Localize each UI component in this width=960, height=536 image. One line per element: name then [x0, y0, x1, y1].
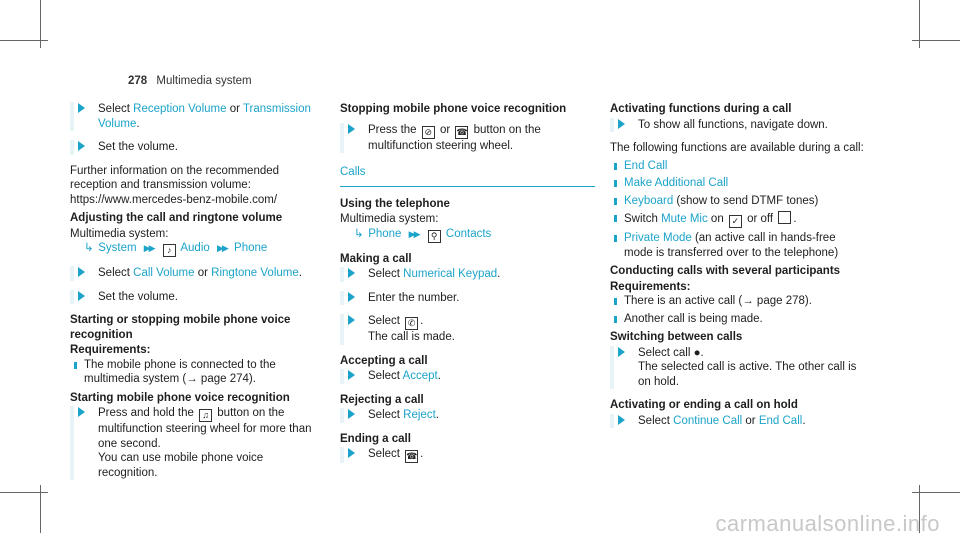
- menu-continue-call[interactable]: Continue Call: [673, 414, 743, 427]
- heading-voice-recognition: Starting or stopping mobile phone voice recognition: [70, 314, 291, 341]
- step-arrow-icon: [78, 267, 85, 277]
- end-call-button-icon: ☎: [456, 126, 468, 137]
- instruction-step: Enter the number.: [340, 291, 595, 306]
- instruction-step: Press and hold the ♫ button on the multifunction steering wheel for more than one second. You can use mobile phone voice recognition.: [70, 406, 325, 480]
- menu-path: [70, 241, 325, 257]
- step-bar: [610, 414, 614, 429]
- paragraph: Further information on the recommended reception and transmission volume: https://www.mercedes-benz-mobile.com/: [70, 164, 280, 206]
- requirements-list: [70, 358, 325, 387]
- heading-making-call: Making a call: [340, 252, 412, 265]
- step-arrow-icon: [348, 315, 355, 325]
- checkbox-unchecked-icon: [778, 211, 791, 224]
- path-audio[interactable]: Audio: [180, 242, 210, 254]
- heading-several-participants: Conducting calls with several participants: [610, 265, 841, 277]
- step-bar: [70, 266, 74, 281]
- menu-make-additional-call[interactable]: Make Additional Call: [624, 177, 729, 189]
- menu-private-mode[interactable]: Private Mode: [624, 232, 692, 244]
- instruction-step: Select ☎ .: [340, 447, 595, 463]
- path-phone[interactable]: Phone: [368, 227, 402, 240]
- instruction-step: Select call ●. The selected call is active. The other call is on hold.: [610, 346, 865, 390]
- path-system[interactable]: System: [98, 242, 137, 254]
- crop-mark: [0, 492, 48, 493]
- step-arrow-icon: [78, 103, 85, 113]
- instruction-step: Select Numerical Keypad.: [340, 267, 595, 282]
- step-bar: [610, 118, 614, 133]
- hang-up-icon[interactable]: ☎: [406, 451, 418, 461]
- checkbox-checked-icon: ✓: [729, 215, 742, 228]
- step-arrow-icon: [348, 124, 355, 134]
- list-item: There is an active call (→ page 278).: [610, 294, 865, 309]
- requirements-label: Requirements:: [610, 280, 691, 293]
- requirements-label: Requirements:: [70, 344, 151, 356]
- list-item: Another call is being made.: [610, 312, 865, 327]
- section-calls: Calls: [340, 165, 595, 187]
- return-arrow-icon: ↳: [354, 227, 364, 240]
- mute-button-icon: ⊘: [422, 126, 435, 139]
- voice-button-icon: ♫: [199, 409, 212, 422]
- paragraph: The following functions are available during a call:: [610, 142, 864, 154]
- step-arrow-icon: [618, 347, 625, 357]
- instruction-step: Select Accept.: [340, 369, 595, 384]
- instruction-step: To show all functions, navigate down.: [610, 118, 865, 133]
- step-bar: [340, 267, 344, 282]
- crop-mark: [912, 492, 960, 493]
- column-2: [340, 102, 595, 472]
- search-icon: ⚲: [428, 230, 441, 243]
- step-bar: [70, 140, 74, 155]
- instruction-step: Select ✆ . The call is made.: [340, 314, 595, 345]
- step-bar: [340, 408, 344, 423]
- instruction-step: Select Reception Volume or Transmission Volume.: [70, 102, 325, 131]
- heading-functions-during-call: Activating functions during a call: [610, 103, 792, 115]
- heading-using-telephone: Using the telephone: [340, 197, 450, 210]
- list-item: Private Mode (an active call in hands-free mode is transferred over to the telephone): [610, 231, 865, 260]
- chevron-right-icon: ▶▶: [408, 228, 419, 239]
- column-3: [610, 102, 865, 437]
- heading-adjust-volume: Adjusting the call and ringtone volume: [70, 212, 283, 224]
- step-arrow-icon: [618, 119, 625, 129]
- menu-transmission-volume[interactable]: Transmission Volume: [98, 103, 311, 130]
- instruction-step: Select Call Volume or Ringtone Volume.: [70, 266, 325, 281]
- list-item: [610, 176, 865, 191]
- step-bar: [340, 314, 344, 345]
- multimedia-system-label: Multimedia system:: [340, 213, 439, 225]
- path-contacts[interactable]: Contacts: [445, 227, 492, 240]
- step-arrow-icon: [348, 292, 355, 302]
- instruction-step: Press the ⊘ or ☎ button on the multifunction steering wheel.: [340, 123, 595, 154]
- step-arrow-icon: [348, 268, 355, 278]
- step-arrow-icon: [78, 291, 85, 301]
- multimedia-system-label: Multimedia system:: [70, 227, 169, 240]
- page-title: Multimedia system: [156, 75, 252, 87]
- list-item: [610, 159, 865, 174]
- heading-accepting-call: Accepting a call: [340, 354, 428, 367]
- step-bar: [340, 447, 344, 463]
- list-item: The mobile phone is connected to the multimedia system (→ page 274).: [70, 358, 325, 387]
- step-bar: [70, 102, 74, 131]
- instruction-step: Select Reject.: [340, 408, 595, 423]
- menu-end-call[interactable]: End Call: [624, 159, 668, 172]
- instruction-step: Set the volume.: [70, 140, 325, 155]
- step-arrow-icon: [348, 448, 355, 458]
- audio-icon: ♪: [163, 244, 176, 257]
- step-bar: [340, 123, 344, 154]
- return-arrow-icon: ↳: [84, 242, 94, 254]
- watermark: carmanualsonline.info: [715, 510, 940, 536]
- menu-ringtone-volume[interactable]: Ringtone Volume: [211, 267, 299, 279]
- menu-reject[interactable]: Reject: [403, 409, 436, 421]
- chevron-right-icon: ▶▶: [216, 243, 227, 253]
- menu-numerical-keypad[interactable]: Numerical Keypad: [403, 268, 498, 280]
- step-bar: [610, 346, 614, 390]
- crop-mark: [0, 40, 48, 41]
- step-bar: [340, 369, 344, 384]
- column-1: [70, 102, 325, 489]
- heading-starting-voice: Starting mobile phone voice recognition: [70, 391, 290, 404]
- page-header: [128, 74, 252, 89]
- menu-keyboard[interactable]: Keyboard: [624, 194, 674, 207]
- menu-call-volume[interactable]: Call Volume: [133, 267, 195, 279]
- heading-ending-call: Ending a call: [340, 432, 411, 445]
- chevron-right-icon: ▶▶: [143, 243, 154, 253]
- step-arrow-icon: [78, 141, 85, 151]
- step-arrow-icon: [78, 407, 85, 417]
- call-icon[interactable]: ✆: [405, 317, 418, 330]
- step-bar: [70, 290, 74, 305]
- path-phone[interactable]: Phone: [234, 242, 268, 254]
- instruction-step: Select Continue Call or End Call.: [610, 414, 865, 429]
- functions-list: [610, 159, 865, 261]
- menu-accept[interactable]: Accept: [402, 370, 438, 382]
- instruction-step: Set the volume.: [70, 290, 325, 305]
- heading-stopping-voice: Stopping mobile phone voice recognition: [340, 103, 567, 115]
- list-item: Switch Mute Mic on ✓ or off .: [610, 211, 865, 228]
- menu-end-call[interactable]: End Call: [758, 414, 803, 427]
- step-bar: [70, 406, 74, 480]
- crop-mark: [912, 40, 960, 41]
- heading-call-on-hold: Activating or ending a call on hold: [610, 399, 798, 411]
- requirements-list: [610, 294, 865, 326]
- heading-switching-calls: Switching between calls: [610, 331, 743, 343]
- menu-mute-mic[interactable]: Mute Mic: [661, 213, 708, 225]
- heading-rejecting-call: Rejecting a call: [340, 393, 424, 406]
- step-bar: [340, 291, 344, 306]
- menu-path: [340, 227, 595, 243]
- list-item: Keyboard (show to send DTMF tones): [610, 194, 865, 209]
- step-arrow-icon: [618, 415, 625, 425]
- menu-reception-volume[interactable]: Reception Volume: [133, 103, 227, 115]
- step-arrow-icon: [348, 409, 355, 419]
- step-arrow-icon: [348, 370, 355, 380]
- page-number: 278: [128, 75, 148, 87]
